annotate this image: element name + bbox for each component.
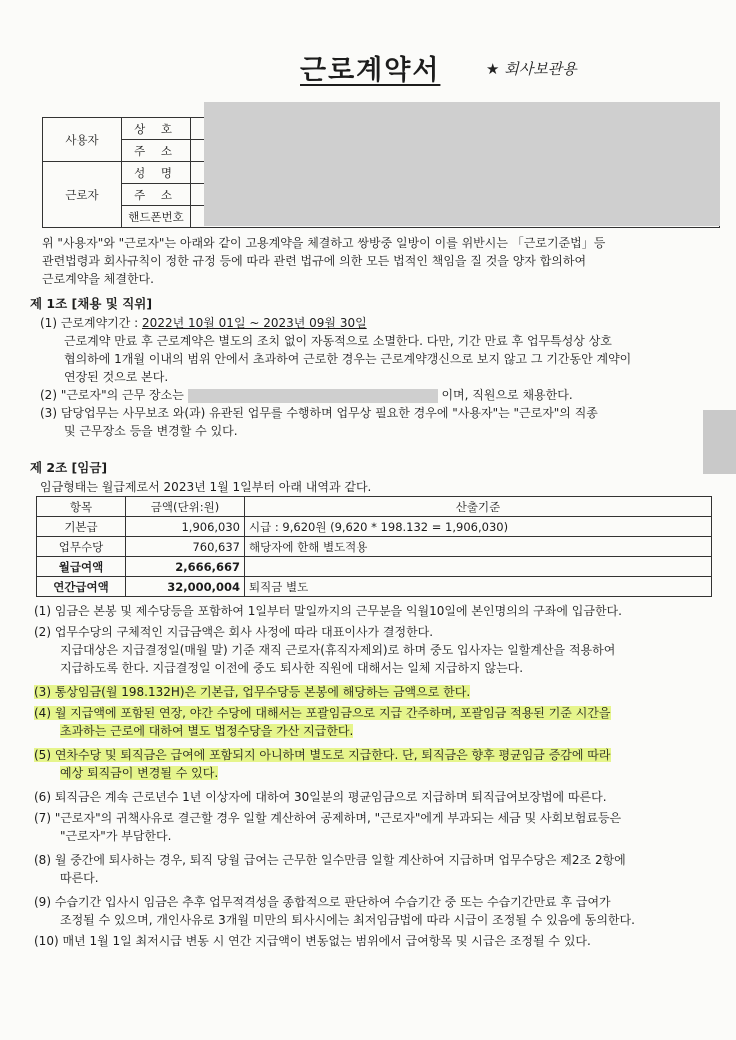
clause-text: (1) 임금은 본봉 및 제수당등을 포함하여 1일부터 말일까지의 근무분을 익월10일에 본인명의의 구좌에 입금한다. [34,604,622,618]
intro-line: 관련법령과 회사규칙이 정한 규정 등에 따라 관련 법규에 의한 모든 법적인 책임을 질 것을 양자 합의하여 [42,254,587,268]
row-basis: 퇴직금 별도 [245,577,712,597]
document-title: 근로계약서 [300,55,441,86]
worker-field-address: 주 소 [122,184,191,206]
clause-line [34,827,635,845]
employer-label: 사용자 [43,118,122,162]
wage-table [36,496,712,597]
clause-line [34,932,635,950]
row-basis: 시급 : 9,620원 (9,620 * 198.132 = 1,906,030) [245,517,712,537]
redaction-block [204,102,720,226]
table-row [37,577,712,597]
clause-text: (7) "근로자"의 귀책사유로 결근할 경우 일할 계산하여 공제하며, "근로자"에게 부과되는 세금 및 사회보험료등은 [34,811,622,825]
clause-line [34,911,635,929]
intro-paragraph [42,234,605,288]
col-amount: 금액(단위:원) [126,497,245,517]
article1-item1-line: 근로계약 만료 후 근로계약은 별도의 조치 없이 자동적으로 소멸한다. 다만, 기간 만료 후 업무특성상 상호 [64,334,612,348]
clause-line [34,602,635,620]
clause-text: (6) 퇴직금은 계속 근로년수 1년 이상자에 대하여 30일분의 평균임금으로 지급하며 퇴직급여보장법에 따른다. [34,790,607,804]
handwritten-note: ★ 회사보관용 [486,60,577,78]
worker-label: 근로자 [43,162,122,228]
table-row [37,537,712,557]
col-basis: 산출기준 [245,497,712,517]
clause-text-highlighted: (5) 연차수당 및 퇴직금은 급여에 포함되지 아니하며 별도로 지급한다. 단, 퇴직금은 향후 평균임금 증감에 따라 [34,748,611,762]
employer-field-name: 상 호 [122,118,191,140]
row-basis: 해당자에 한해 별도적용 [245,537,712,557]
item2-suffix: 이며, 직원으로 채용한다. [441,388,573,402]
wage-clauses [34,602,635,950]
row-item: 연간급여액 [37,577,126,597]
table-row [37,517,712,537]
scan-edge-mark [703,410,736,474]
table-row [37,557,712,577]
article1-item1-line: 연장된 것으로 본다. [64,370,169,384]
row-item: 업무수당 [37,537,126,557]
article2-heading: 제 2조 [임금] [30,460,108,475]
worker-field-phone: 핸드폰번호 [122,206,191,228]
clause-line [34,764,635,782]
item1-prefix: (1) 근로계약기간 : [40,316,143,330]
worker-field-name: 성 명 [122,162,191,184]
clause-line [34,851,635,869]
col-item: 항목 [37,497,126,517]
clause-text: 따른다. [60,871,99,885]
article1-item2 [40,386,631,404]
wage-intro: 임금형태는 월급제로서 2023년 1월 1일부터 아래 내역과 같다. [40,480,372,494]
row-amount: 32,000,004 [126,577,245,597]
clause-line [34,641,635,659]
clause-text: (2) 업무수당의 구체적인 지급금액은 회사 사정에 따라 대표이사가 결정한다. [34,625,434,639]
clause-line [34,722,635,740]
clause-text-highlighted: 예상 퇴직금이 변경될 수 있다. [60,766,219,780]
clause-text: 지급하도록 한다. 지급결정일 이전에 중도 퇴사한 직원에 대해서는 일체 지급하지 않는다. [60,661,524,675]
workplace-redaction [188,389,438,403]
row-basis [245,557,712,577]
clause-text-highlighted: (4) 월 지급액에 포함된 연장, 야간 수당에 대해서는 포괄임금으로 지급 간주하며, 포괄임금 적용된 기준 시간을 [34,706,611,720]
employer-field-address: 주 소 [122,140,191,162]
clause-text: (9) 수습기간 입사시 임금은 추후 업무적격성을 종합적으로 판단하여 수습기간 중 또는 수습기간만료 후 급여가 [34,895,611,909]
article1-item1-line: 협의하에 1개월 이내의 범위 안에서 초과하여 근로한 경우는 근로계약갱신으로 보지 않고 그 기간동안 계약이 [64,352,632,366]
clause-line [34,869,635,887]
clause-text: (10) 매년 1월 1일 최저시급 변동 시 연간 지급액이 변동없는 범위에서 급여항목 및 시급은 조정될 수 있다. [34,934,591,948]
row-amount: 2,666,667 [126,557,245,577]
row-amount: 1,906,030 [126,517,245,537]
clause-line [34,809,635,827]
clause-line [34,704,635,722]
clause-text: (8) 월 중간에 퇴사하는 경우, 퇴직 당월 급여는 근무한 일수만큼 일할 계산하여 지급하며 업무수당은 제2조 2항에 [34,853,626,867]
intro-line: 위 "사용자"와 "근로자"는 아래와 같이 고용계약을 체결하고 쌍방중 일방이 이를 위반시는 「근로기준법」등 [42,236,606,250]
article1-body [40,314,631,440]
clause-text: "근로자"가 부담한다. [60,829,172,843]
row-item: 월급여액 [37,557,126,577]
intro-line: 근로계약을 체결한다. [42,272,154,286]
wage-table-header [37,497,712,517]
clause-line [34,893,635,911]
clause-text: 조정될 수 있으며, 개인사유로 3개월 미만의 퇴사시에는 최저임금법에 따라 시급이 조정될 수 있음에 동의한다. [60,913,635,927]
row-amount: 760,637 [126,537,245,557]
article1-item1 [40,314,631,332]
clause-line [34,788,635,806]
item2-prefix: (2) "근로자"의 근무 장소는 [40,388,184,402]
clause-line [34,623,635,641]
article1-item3: (3) 담당업무는 사무보조 와(과) 유관된 업무를 수행하며 업무상 필요한 경우에 "사용자"는 "근로자"의 직종 [40,406,598,420]
clause-line [34,659,635,677]
clause-text: 지급대상은 지급결정일(매월 말) 기준 재직 근로자(휴직자제외)로 하며 중도 입사자는 일할계산을 적용하여 [60,643,616,657]
contract-period: 2022년 10월 01일 ~ 2023년 09월 30일 [142,316,367,330]
clause-line [34,683,635,701]
clause-text-highlighted: (3) 통상임금(월 198.132H)은 기본급, 업무수당등 본봉에 해당하는 금액으로 한다. [34,685,471,699]
article1-item3-line: 및 근무장소 등을 변경할 수 있다. [64,424,238,438]
article1-heading: 제 1조 [채용 및 직위] [30,296,153,311]
row-item: 기본급 [37,517,126,537]
clause-line [34,746,635,764]
clause-text-highlighted: 초과하는 근로에 대하여 별도 법정수당을 가산 지급한다. [60,724,354,738]
